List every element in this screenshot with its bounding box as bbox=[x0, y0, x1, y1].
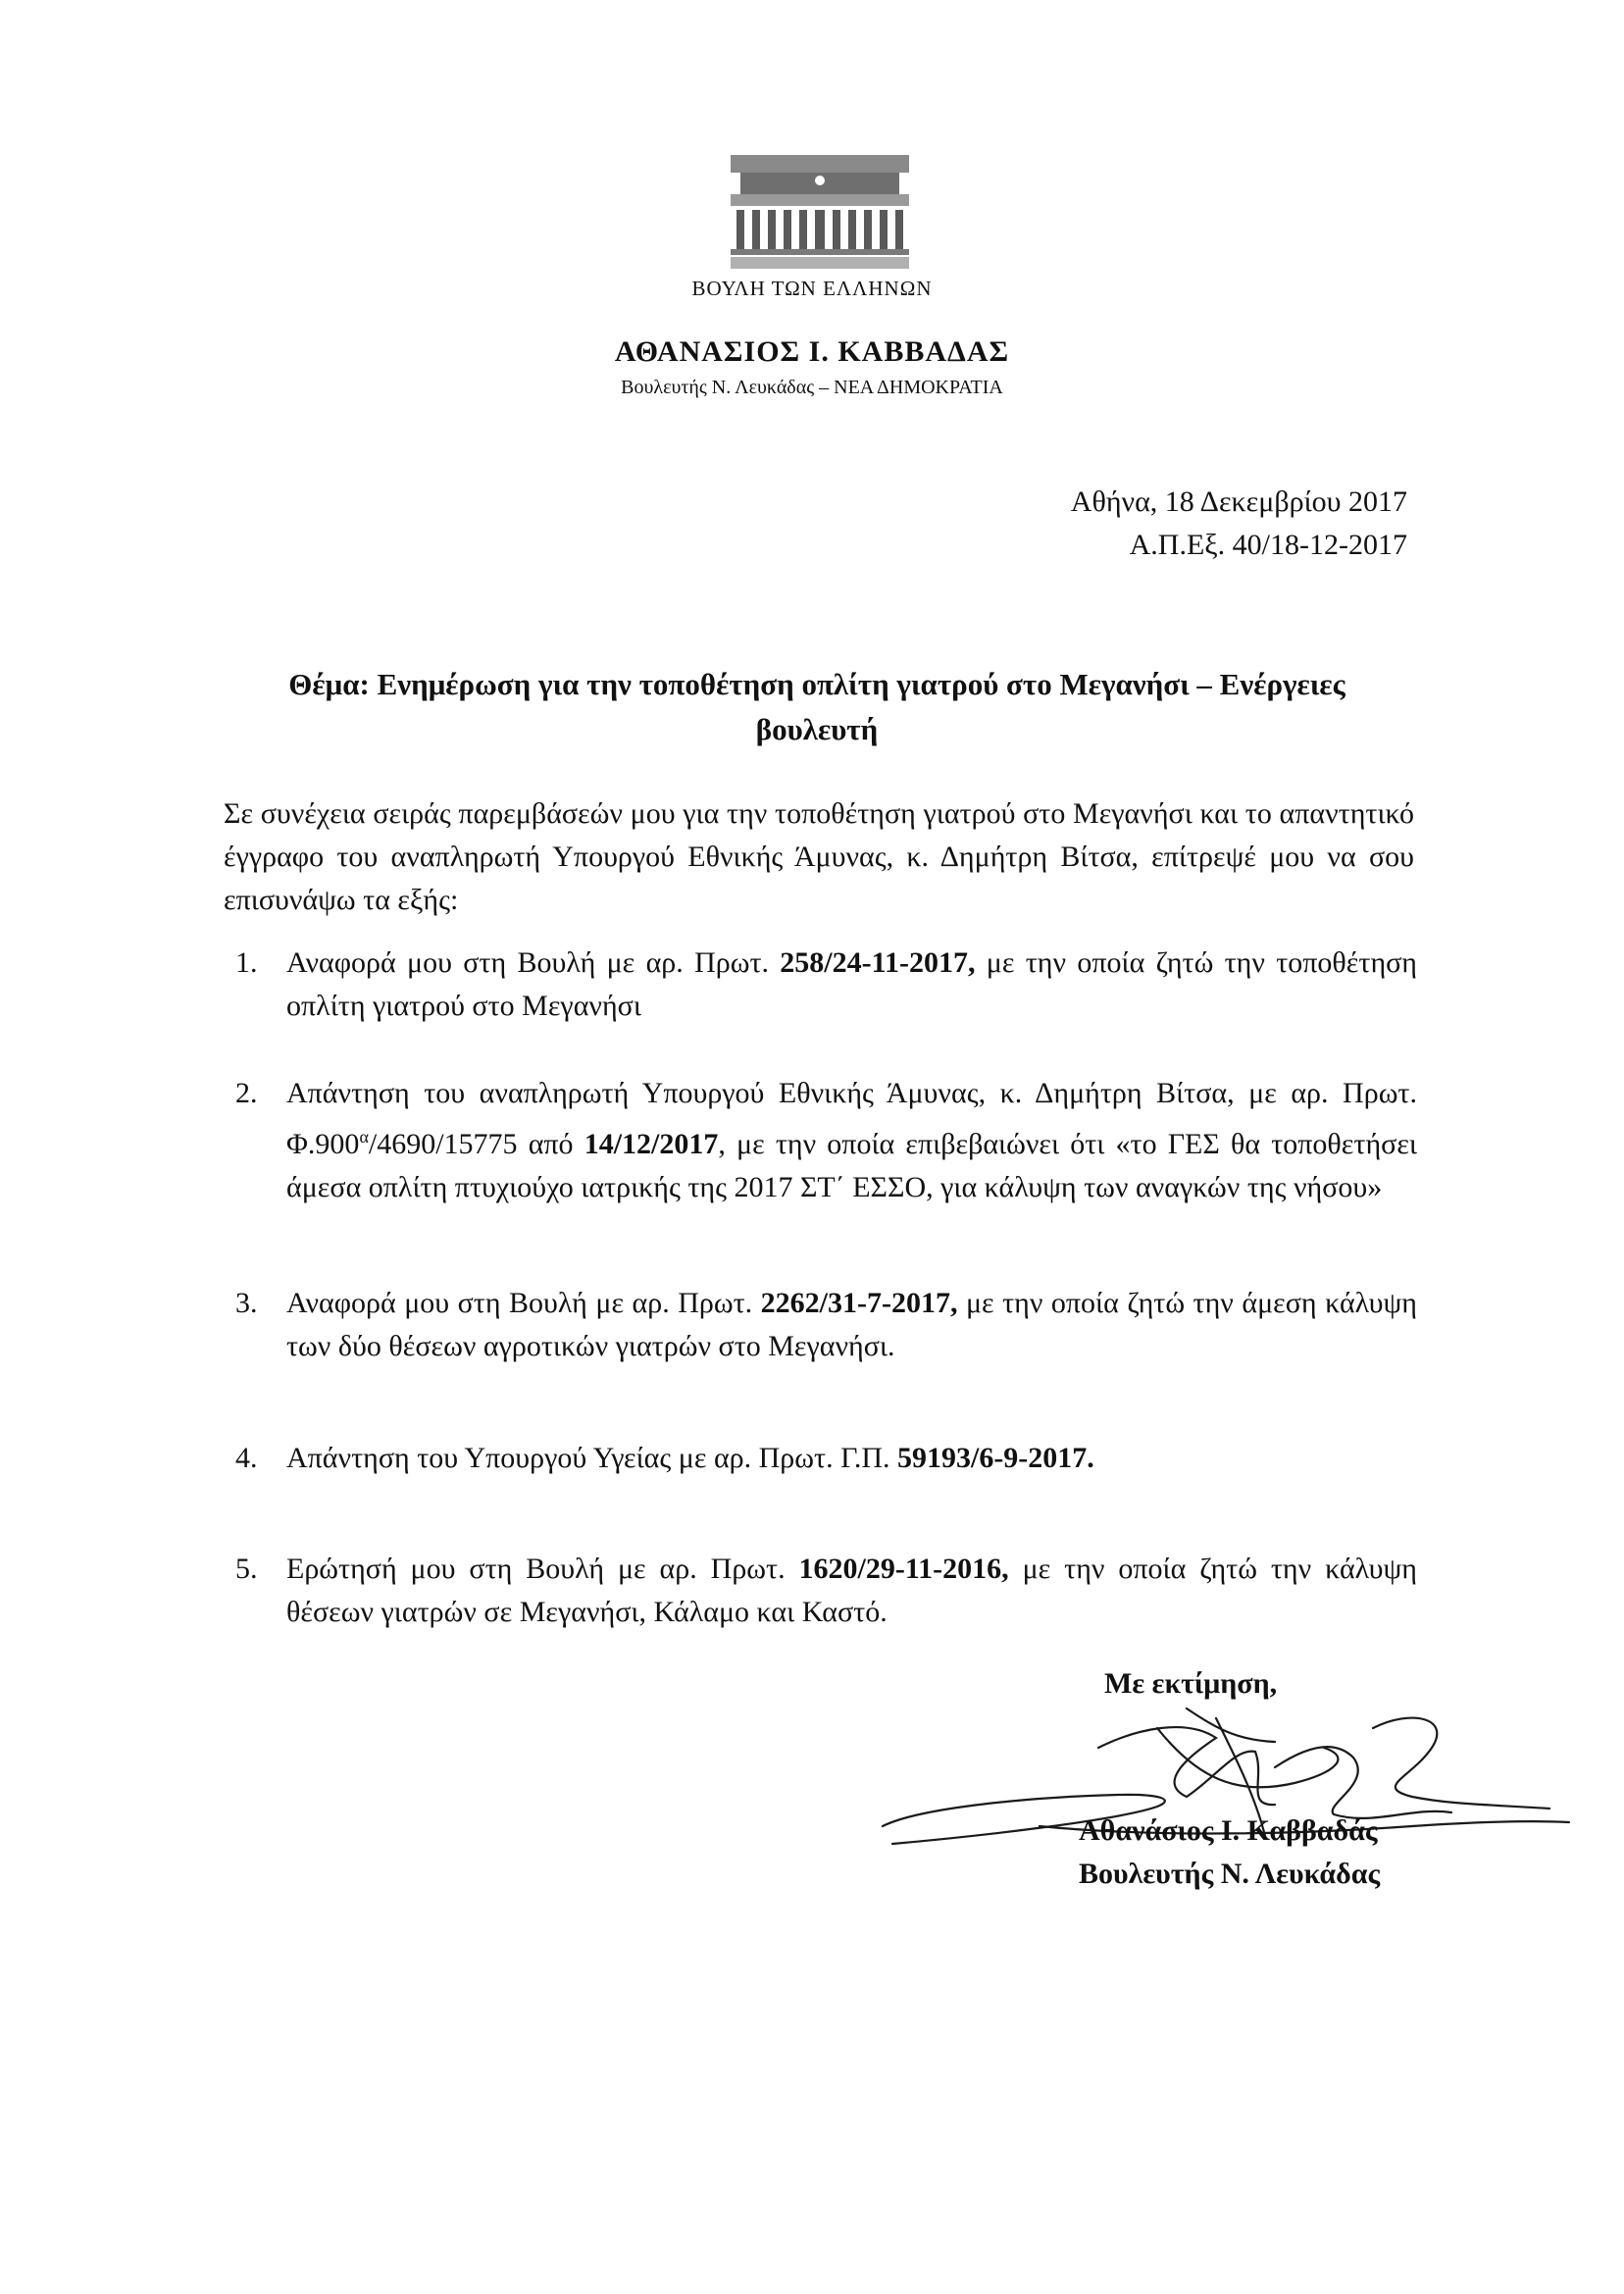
parliament-emblem-icon bbox=[731, 155, 909, 269]
closing-greeting: Με εκτίμηση, bbox=[1104, 1667, 1278, 1700]
reference-number: Α.Π.Εξ. 40/18-12-2017 bbox=[1129, 529, 1407, 561]
list-item-number: 4. bbox=[235, 1442, 258, 1474]
list-item-number: 1. bbox=[235, 946, 258, 979]
list-item-number: 2. bbox=[235, 1077, 258, 1109]
list-item bbox=[235, 942, 1417, 1028]
signatory-role: Βουλευτής Ν. Λευκάδας bbox=[1079, 1858, 1381, 1890]
list-item-number: 3. bbox=[235, 1287, 258, 1319]
intro-paragraph: Σε συνέχεια σειράς παρεμβάσεών μου για την τοποθέτηση γιατρού στο Μεγανήσι και το απαντητικό έγγραφο του αναπληρωτή Υπουργού Εθνικής Άμυνας, κ. Δημήτρη Βίτσα, επίτρεψέ μου να σου επισυνάψω τα εξής: bbox=[224, 797, 1414, 916]
list-item bbox=[235, 1072, 1417, 1209]
mp-name: ΑΘΑΝΑΣΙΟΣ Ι. ΚΑΒΒΑΔΑΣ bbox=[614, 335, 1010, 368]
signatory-name: Αθανάσιος Ι. Καββαδάς bbox=[1079, 1814, 1378, 1847]
list-item bbox=[235, 1548, 1417, 1634]
list-item-number: 5. bbox=[235, 1553, 258, 1585]
signature-icon bbox=[863, 1689, 1579, 1885]
list-item-text: Αναφορά μου στη Βουλή με αρ. Πρωτ. 2262/31-7-2017, με την οποία ζητώ την άμεση κάλυψη των δύο θέσεων αγροτικών γιατρών στο Μεγανήσι. bbox=[286, 1287, 1417, 1362]
letter-date: Αθήνα, 18 Δεκεμβρίου 2017 bbox=[1070, 485, 1407, 518]
list-item-text: Ερώτησή μου στη Βουλή με αρ. Πρωτ. 1620/29-11-2016, με την οποία ζητώ την κάλυψη θέσεων γιατρών σε Μεγανήσι, Κάλαμο και Καστό. bbox=[286, 1553, 1417, 1628]
list-item-text: Απάντηση του αναπληρωτή Υπουργού Εθνικής Άμυνας, κ. Δημήτρη Βίτσα, με αρ. Πρωτ. $\Phi.900^\alpha/4690/15775$ από 14/12/2017, με την οποία επιβεβαιώνει ότι «το ΓΕΣ θα τοποθετήσει άμεσα οπλίτη πτυχιούχο ιατρικής της 2017 ΣΤ΄ ΕΣΣΟ, για κάλυψη των αναγκών της νήσου» bbox=[286, 1077, 1417, 1203]
parliament-name: ΒΟΥΛΗ ΤΩΝ ΕΛΛΗΝΩΝ bbox=[691, 277, 933, 300]
list-item-text: Απάντηση του Υπουργού Υγείας με αρ. Πρωτ. Γ.Π. 59193/6-9-2017. bbox=[286, 1442, 1094, 1474]
list-item bbox=[235, 1437, 1417, 1480]
mp-role: Βουλευτής Ν. Λευκάδας – ΝΕΑ ΔΗΜΟΚΡΑΤΙΑ bbox=[621, 377, 1003, 398]
subject-line: Θέμα: Ενημέρωση για την τοποθέτηση οπλίτη γιατρού στο Μεγανήσι – Ενέργειες βουλευτή bbox=[288, 667, 1345, 746]
list-item bbox=[235, 1282, 1417, 1368]
list-item-text: Αναφορά μου στη Βουλή με αρ. Πρωτ. 258/24-11-2017, με την οποία ζητώ την τοποθέτηση οπλίτη γιατρού στο Μεγανήσι bbox=[286, 946, 1417, 1022]
